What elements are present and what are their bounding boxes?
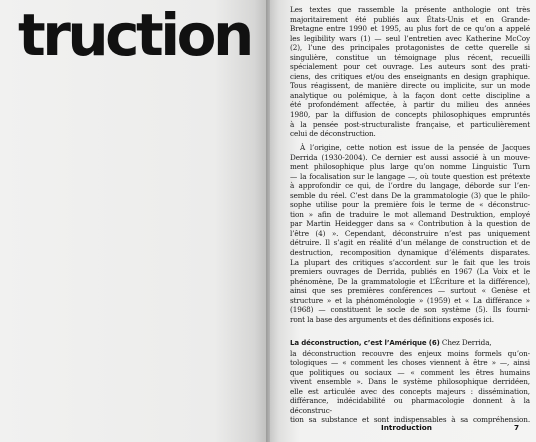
text-line: majoritairement été publiés aux États-Unis et en Grande- [290,14,530,24]
text-line: que politiques ou sociaux — « comment les êtres humains [290,367,530,377]
text-line: ciens, des critiques et/ou des enseignants en design graphique. [290,71,530,81]
text-line: 1980, par la diffusion de concepts philosophiques empruntés [290,110,530,120]
text-line: tologiques — « comment les choses viennent à être » —, ainsi [290,358,530,368]
text-line: à approfondir ce qui, de l’ordre du langage, déborde sur l’en- [290,181,530,191]
text-line: l’être (4) ». Cependant, déconstruire n’est pas uniquement [290,228,530,238]
section-heading: La déconstruction, c’est l’Amérique (6) [290,339,440,347]
text-line: détruire. Il s’agit en réalité d’un mélange de construction et de [290,238,530,248]
text-line: différance, indécidabilité ou pharmacologie donnent à la déconstruc- [290,396,530,415]
text-line: (2), l’une des principales protagonistes de cette querelle si [290,43,530,53]
text-line: singulière, constitue un témoignage plus récent, recueilli [290,52,530,62]
page-number: 7 [514,423,520,432]
text-line: La plupart des critiques s’accordent sur le fait que les trois [290,257,530,267]
text-line: Derrida (1930-2004). Ce dernier est aussi associé à un mouve- [290,152,530,162]
book-gutter [266,0,270,442]
text-line: analytique ou polémique, à la façon dont cette discipline a [290,90,530,100]
text-line: les legibility wars (1) — seul l’entretien avec Katherine McCoy [290,33,530,43]
text-line: À l’origine, cette notion est issue de la pensée de Jacques [300,143,530,152]
text-line: ment philosophique plus large qu’on nomme Linguistic Turn [290,162,530,172]
chapter-title-fragment: truction [18,1,251,69]
paragraph-2 [290,143,530,324]
text-line: vivent ensemble ». Dans le système philosophique derridéen, [290,377,530,387]
right-page [268,0,536,442]
text-line: ront la base des arguments et des définitions exposés ici. [290,314,494,324]
text-line: celui de déconstruction. [290,129,376,139]
text-line: premiers ouvrages de Derrida, publiés en 1967 (La Voix et le [290,267,530,277]
text-line: (1968) — constituent le socle de son système (5). Ils fourni- [290,305,530,315]
paragraph-3 [290,349,530,425]
text-line: sophe utilise pour la première fois le terme de « déconstruc- [290,200,530,210]
text-line: semble du réel. C’est dans De la grammatologie (3) que le philo- [290,190,530,200]
text-line: la déconstruction recouvre des enjeux moins formels qu’on- [290,348,530,358]
text-line: à la pensée post-structuraliste française, et particulièrement [290,119,530,129]
text-line: été profondément affectée, à partir du milieu des années [290,100,530,110]
section-first-line-rest: Chez Derrida, [439,338,492,347]
text-line: tion » afin de traduire le mot allemand Destruktion, employé [290,209,530,219]
text-line: spécialement pour cet ouvrage. Les auteurs sont des prati- [290,62,530,72]
text-line: par Martin Heidegger dans sa « Contribution à la question de [290,219,530,229]
text-line: destruction, recomposition dynamique d’éléments disparates. [290,248,530,258]
text-line: ainsi que ses premières conférences — surtout « Genèse et [290,286,530,296]
section-3 [290,338,530,425]
text-line: Tous réagissent, de manière directe ou implicite, sur un mode [290,81,530,91]
running-footer: Introduction [381,423,432,432]
text-line: tion sa substance et sont indispensables à sa compréhension. [290,415,530,425]
text-line: elle est articulée avec des concepts majeurs : dissémination, [290,386,530,396]
text-line: Les textes que rassemble la présente anthologie ont très [290,5,530,14]
paragraph-1 [290,5,530,139]
text-line: structure » et la phénoménologie » (1959) et « La différance » [290,295,530,305]
text-line: — la focalisation sur le langage —, où toute question est prétexte [290,171,530,181]
text-line: Bretagne entre 1990 et 1995, au plus fort de ce qu’on a appelé [290,24,530,34]
text-line: phénomène, De la grammatologie et L’Écriture et la différence), [290,276,530,286]
